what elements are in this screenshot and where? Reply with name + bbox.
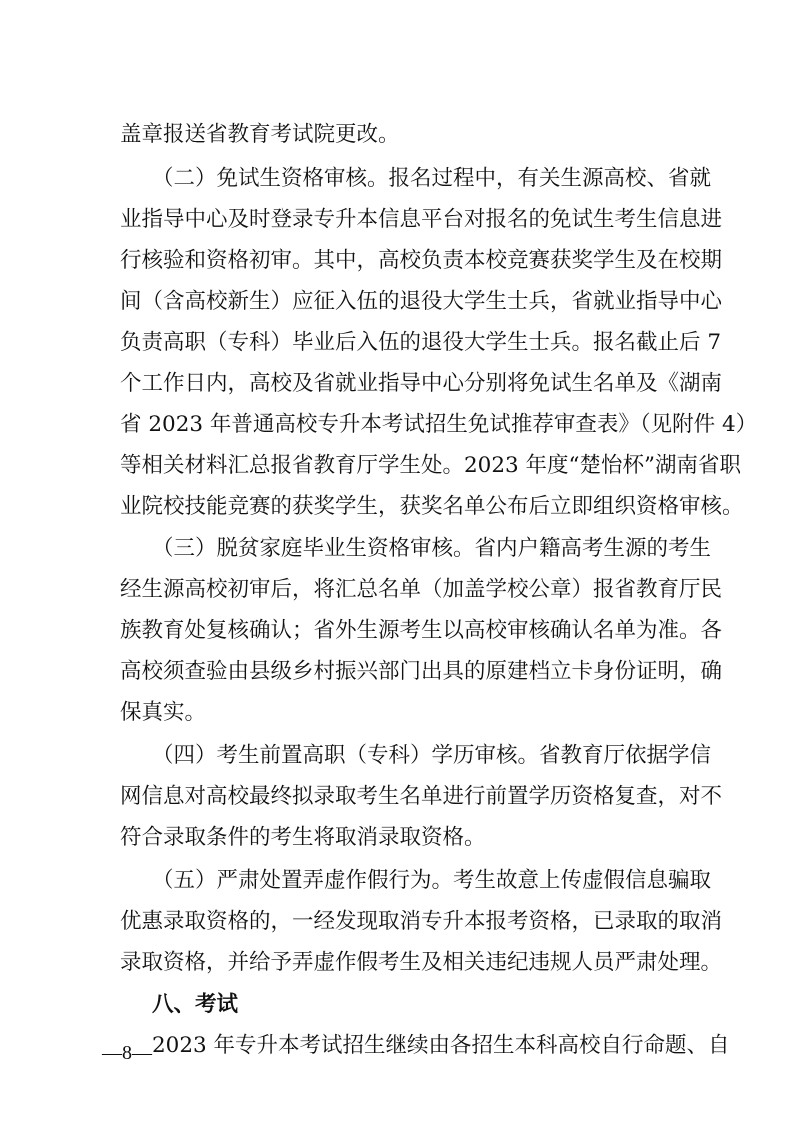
paragraph-line: 保真实。	[120, 700, 207, 725]
paragraph-line: 业院校技能竞赛的获奖学生，获奖名单公布后立即组织资格审核。	[120, 494, 744, 519]
paragraph-line: 符合录取条件的考生将取消录取资格。	[120, 825, 486, 850]
paragraph-line: 经生源高校初审后，将汇总名单（加盖学校公章）报省教育厅民	[120, 577, 723, 602]
paragraph-line: 负责高职（专科）毕业后入伍的退役大学生士兵。报名截止后 7	[120, 330, 722, 355]
subsection-heading-line: （四）考生前置高职（专科）学历审核。省教育厅依据学信	[152, 743, 712, 768]
paragraph-line: 高校须查验由县级乡村振兴部门出具的原建档立卡身份证明，确	[120, 659, 723, 684]
paragraph-line: 录取资格，并给予弄虚作假考生及相关违纪违规人员严肃处理。	[120, 950, 723, 975]
paragraph-line: 优惠录取资格的，一经发现取消专升本报考资格，已录取的取消	[120, 909, 723, 934]
section-heading: 八、考试	[152, 992, 239, 1017]
paragraph-line: 业指导中心及时登录专升本信息平台对报名的免试生考生信息进	[120, 207, 723, 232]
paragraph-line: 盖章报送省教育考试院更改。	[120, 122, 400, 147]
paragraph-line: 族教育处复核确认；省外生源考生以高校审核确认名单为准。各	[120, 618, 723, 643]
paragraph-line: 省 2023 年普通高校专升本考试招生免试推荐审查表》（见附件 4）	[120, 412, 758, 437]
paragraph-line: 2023 年专升本考试招生继续由各招生本科高校自行命题、自	[152, 1033, 730, 1058]
subsection-heading-line: （二）免试生资格审核。报名过程中，有关生源高校、省就	[152, 166, 712, 191]
paragraph-line: 间（含高校新生）应征入伍的退役大学生士兵，省就业指导中心	[120, 289, 723, 314]
page-number: —8—	[102, 1042, 152, 1064]
subsection-heading-line: （五）严肃处置弄虚作假行为。考生故意上传虚假信息骗取	[152, 868, 712, 893]
paragraph-line: 等相关材料汇总报省教育厅学生处。2023 年度“楚怡杯”湖南省职	[120, 453, 742, 478]
paragraph-line: 个工作日内，高校及省就业指导中心分别将免试生名单及《湖南	[120, 371, 723, 396]
paragraph-line: 网信息对高校最终拟录取考生名单进行前置学历资格复查，对不	[120, 784, 723, 809]
subsection-heading-line: （三）脱贫家庭毕业生资格审核。省内户籍高考生源的考生	[152, 536, 712, 561]
paragraph-line: 行核验和资格初审。其中，高校负责本校竞赛获奖学生及在校期	[120, 248, 723, 273]
